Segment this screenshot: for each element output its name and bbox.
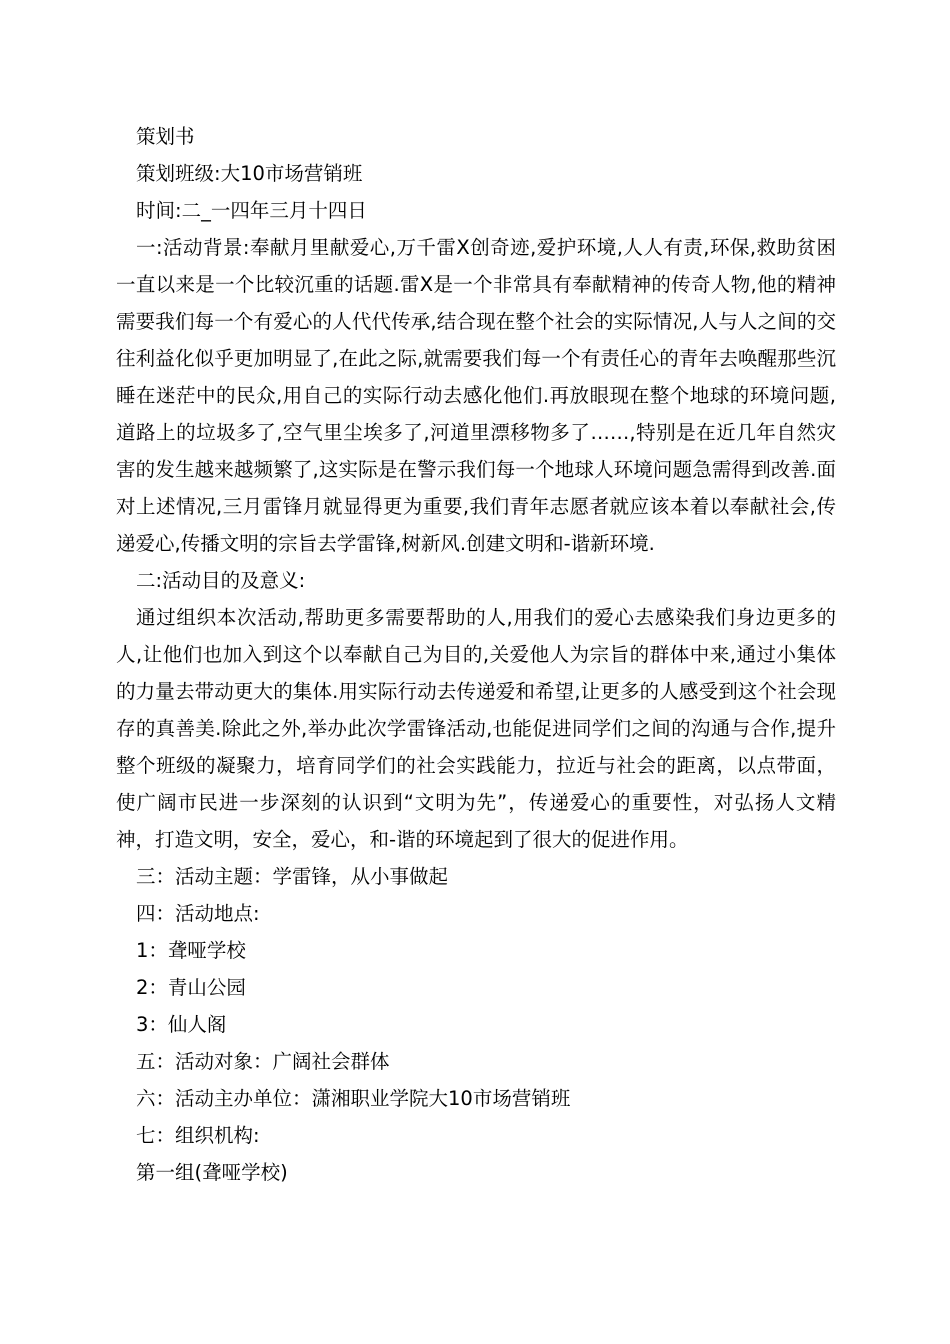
section-audience: 五：活动对象：广阔社会群体 <box>136 1050 390 1073</box>
group-heading: 第一组(聋哑学校) <box>136 1161 288 1184</box>
section-location-heading: 四：活动地点: <box>136 902 260 925</box>
section-organizer: 六：活动主办单位：潇湘职业学院大10市场营销班 <box>136 1087 571 1110</box>
section-theme: 三：活动主题：学雷锋，从小事做起 <box>136 865 449 888</box>
class-line: 策划班级:大10市场营销班 <box>136 162 363 185</box>
section-background-paragraph: 一:活动背景:奉献月里献爱心,万千雷X创奇迹,爱护环境,人人有责,环保,救助贫困一直以来是一个比较沉重的话题.雷X是一个非常具有奉献精神的传奇人物,他的精神需要我们每一个有爱心的人代代传承,结合现在整个社会的实际情况,人与人之间的交往利益化似乎更加明显了,在此之际,就需要我们每一个有责任心的青年去唤醒那些沉睡在迷茫中的民众,用自己的实际行动去感化他们.再放眼现在整个地球的环境问题,道路上的垃圾多了,空气里尘埃多了,河道里漂移物多了……,特别是在近几年自然灾害的发生越来越频繁了,这实际是在警示我们每一个地球人环境问题急需得到改善.面对上述情况,三月雷锋月就显得更为重要,我们青年志愿者就应该本着以奉献社会,传递爱心,传播文明的宗旨去学雷锋,树新风.创建文明和-谐新环境. <box>116 236 836 555</box>
document-body <box>116 118 836 1191</box>
location-item: 3：仙人阁 <box>136 1013 227 1036</box>
location-item: 2：青山公园 <box>136 976 246 999</box>
document-title: 策划书 <box>136 125 195 148</box>
section-purpose-heading: 二:活动目的及意义: <box>136 569 306 592</box>
section-structure-heading: 七：组织机构: <box>136 1124 260 1147</box>
time-line: 时间:二_一四年三月十四日 <box>136 199 367 222</box>
section-purpose-paragraph: 通过组织本次活动,帮助更多需要帮助的人,用我们的爱心去感染我们身边更多的人,让他们也加入到这个以奉献自己为目的,关爱他人为宗旨的群体中来,通过小集体的力量去带动更大的集体.用实际行动去传递爱和希望,让更多的人感受到这个社会现存的真善美.除此之外,举办此次学雷锋活动,也能促进同学们之间的沟通与合作,提升整个班级的凝聚力，培育同学们的社会实践能力，拉近与社会的距离，以点带面，使广阔市民进一步深刻的认识到“文明为先”，传递爱心的重要性，对弘扬人文精神，打造文明，安全，爱心，和-谐的环境起到了很大的促进作用。 <box>116 606 836 851</box>
location-item: 1：聋哑学校 <box>136 939 246 962</box>
